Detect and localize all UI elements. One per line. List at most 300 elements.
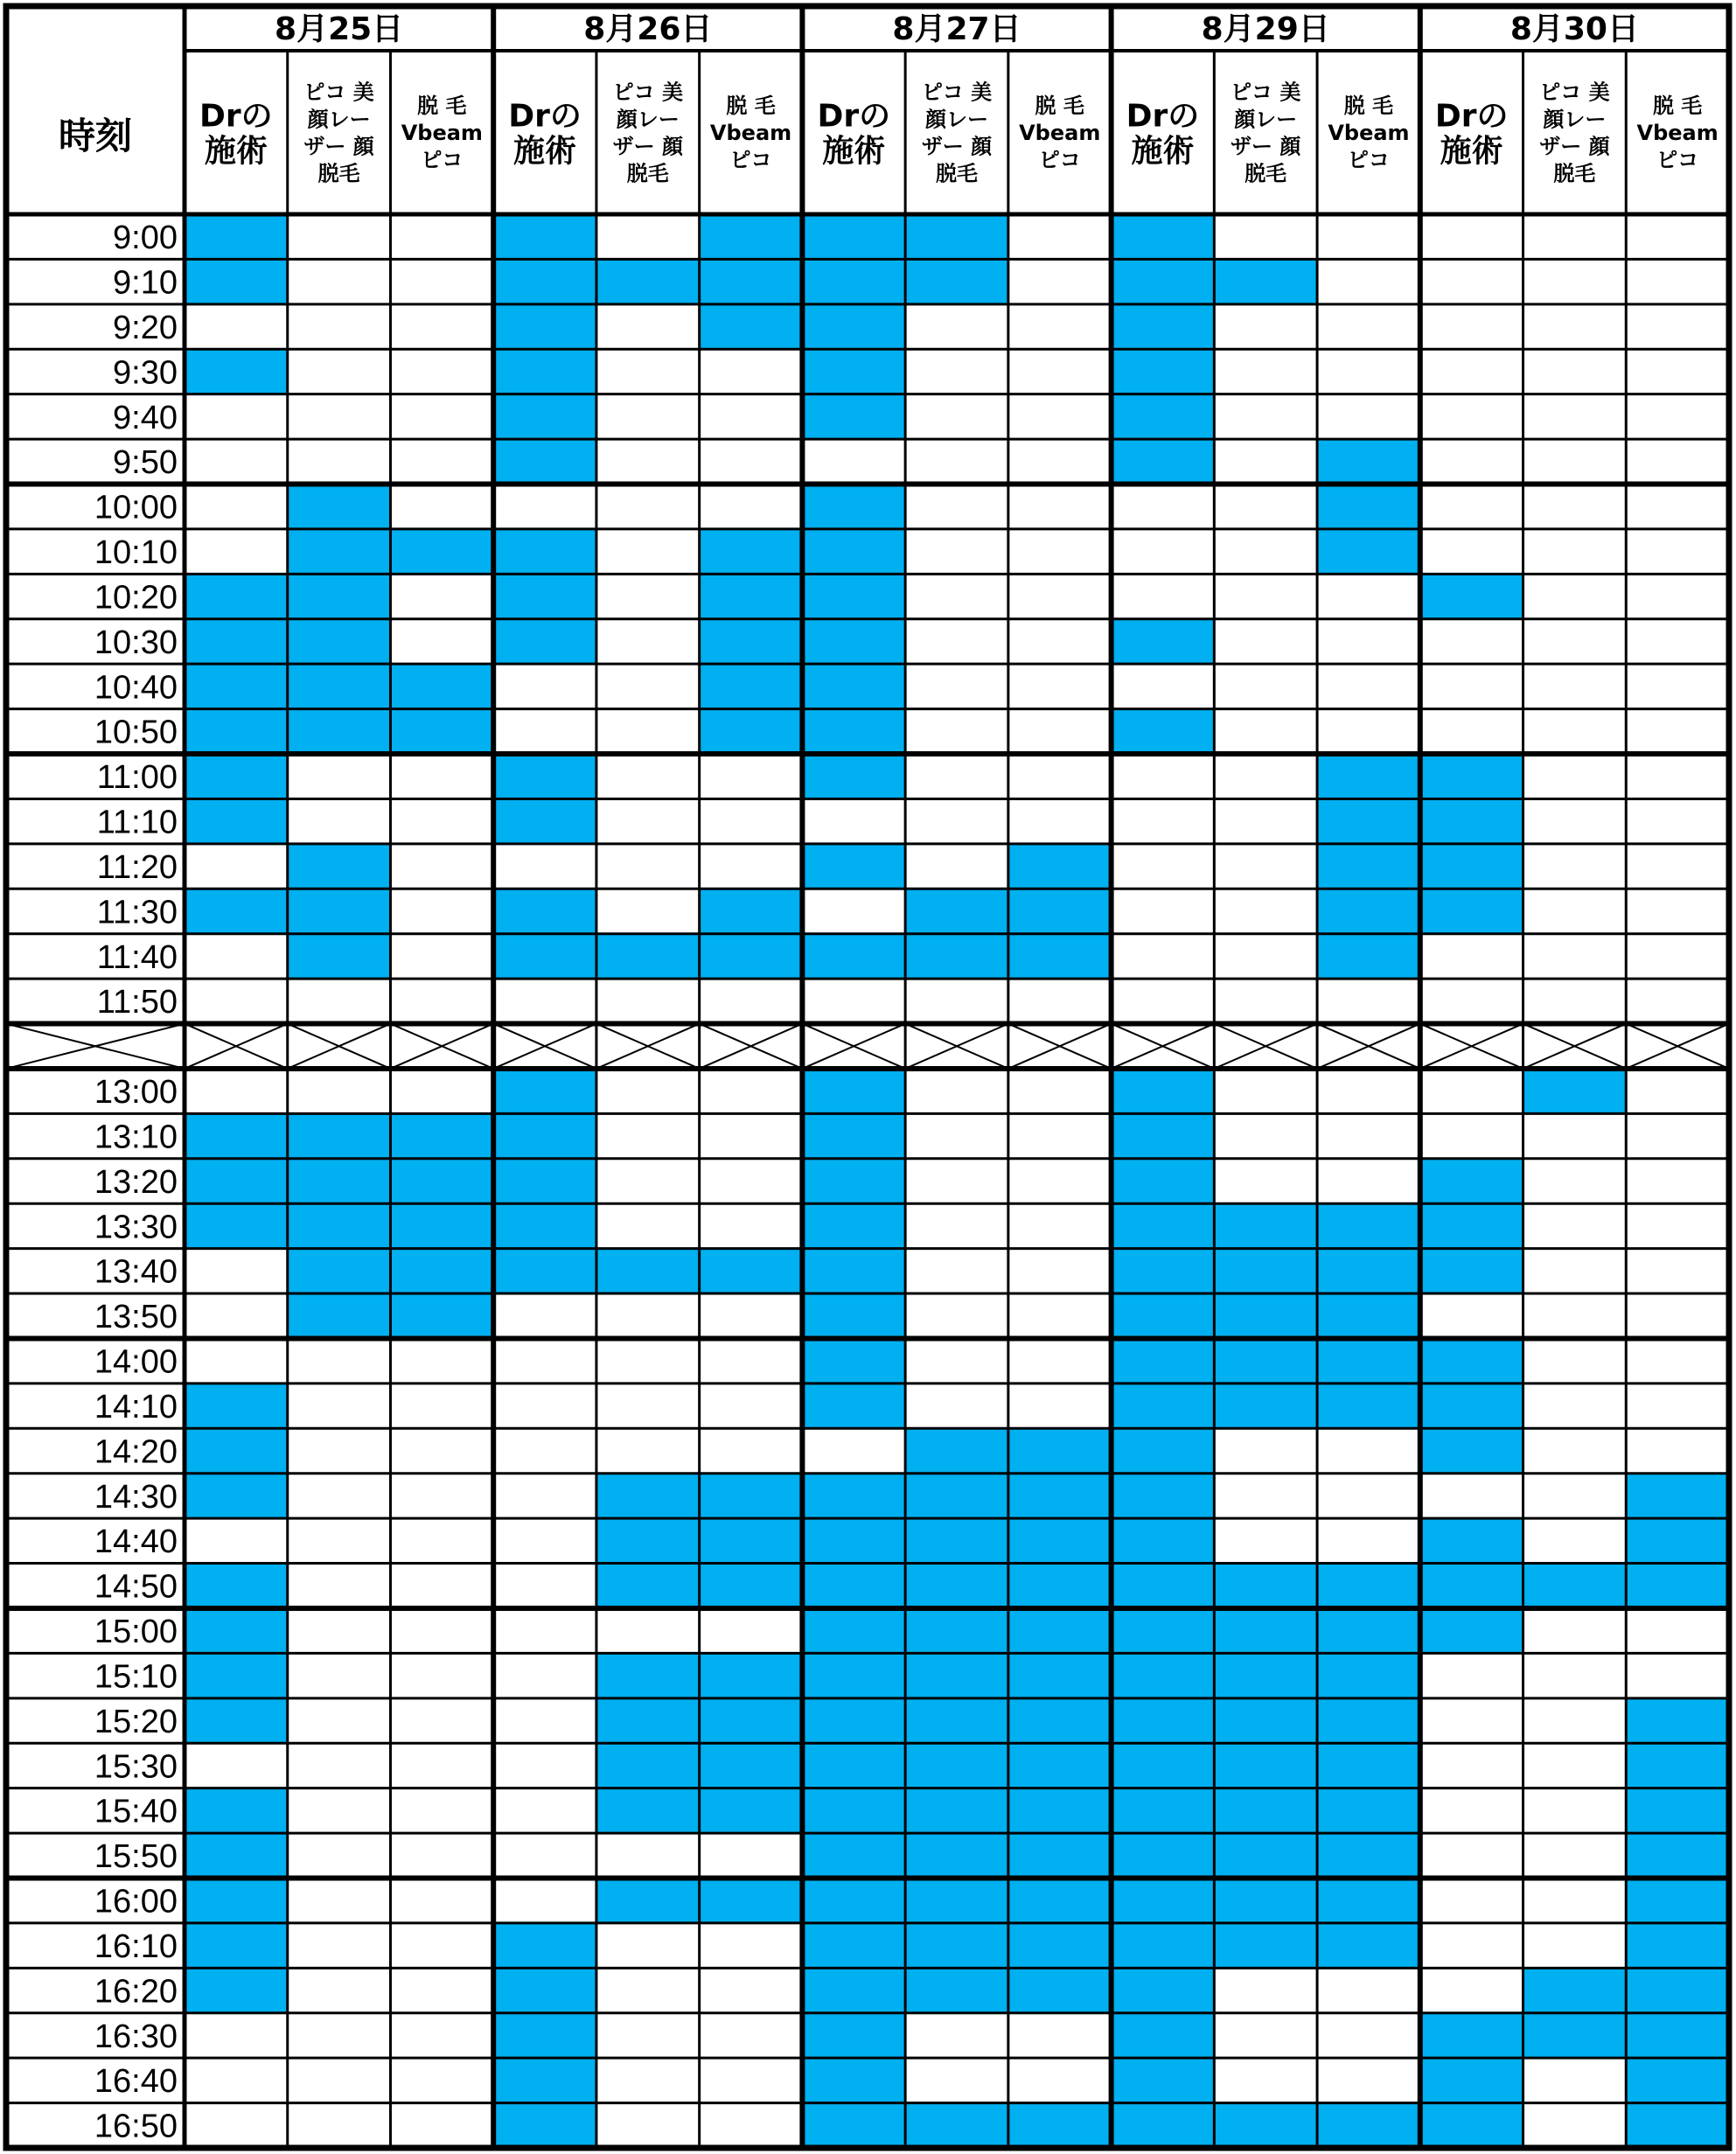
slot-open[interactable] [288, 1833, 391, 1878]
slot-booked[interactable] [1317, 1384, 1420, 1428]
slot-open[interactable] [1523, 934, 1627, 979]
slot-open[interactable] [288, 1428, 391, 1473]
slot-booked[interactable] [1112, 1878, 1215, 1922]
slot-open[interactable] [1214, 304, 1317, 349]
slot-booked[interactable] [1214, 1923, 1317, 1968]
slot-open[interactable] [802, 889, 905, 933]
slot-booked[interactable] [390, 529, 493, 574]
slot-booked[interactable] [493, 349, 596, 394]
slot-booked[interactable] [390, 1159, 493, 1203]
slot-booked[interactable] [185, 1698, 288, 1743]
slot-open[interactable] [1523, 1608, 1627, 1653]
slot-open[interactable] [1420, 664, 1523, 708]
slot-open[interactable] [1317, 574, 1420, 618]
slot-open[interactable] [596, 754, 700, 798]
slot-open[interactable] [185, 1743, 288, 1788]
slot-open[interactable] [1626, 1384, 1729, 1428]
slot-open[interactable] [390, 1698, 493, 1743]
slot-open[interactable] [493, 1293, 596, 1338]
slot-open[interactable] [700, 979, 803, 1023]
slot-booked[interactable] [802, 2103, 905, 2148]
slot-open[interactable] [1214, 214, 1317, 259]
slot-booked[interactable] [288, 709, 391, 754]
slot-booked[interactable] [1008, 2103, 1112, 2148]
slot-open[interactable] [390, 2013, 493, 2058]
slot-booked[interactable] [1112, 1833, 1215, 1878]
slot-booked[interactable] [185, 1968, 288, 2012]
slot-booked[interactable] [1112, 1384, 1215, 1428]
slot-open[interactable] [596, 529, 700, 574]
slot-open[interactable] [1523, 1474, 1627, 1518]
slot-open[interactable] [1214, 754, 1317, 798]
slot-open[interactable] [1112, 484, 1215, 529]
slot-booked[interactable] [493, 529, 596, 574]
slot-booked[interactable] [1626, 1968, 1729, 2012]
slot-open[interactable] [390, 619, 493, 664]
slot-booked[interactable] [493, 2013, 596, 2058]
slot-open[interactable] [905, 1249, 1008, 1293]
slot-open[interactable] [596, 1384, 700, 1428]
slot-open[interactable] [700, 1113, 803, 1158]
slot-booked[interactable] [596, 1249, 700, 1293]
slot-open[interactable] [1420, 979, 1523, 1023]
slot-booked[interactable] [1112, 1428, 1215, 1473]
slot-booked[interactable] [1112, 1069, 1215, 1113]
slot-open[interactable] [596, 214, 700, 259]
slot-booked[interactable] [185, 1788, 288, 1833]
slot-booked[interactable] [1317, 1698, 1420, 1743]
slot-open[interactable] [1008, 1159, 1112, 1203]
slot-open[interactable] [1626, 798, 1729, 843]
slot-open[interactable] [596, 2013, 700, 2058]
slot-open[interactable] [288, 1788, 391, 1833]
slot-open[interactable] [390, 889, 493, 933]
slot-booked[interactable] [185, 574, 288, 618]
slot-booked[interactable] [185, 619, 288, 664]
slot-open[interactable] [1420, 394, 1523, 439]
slot-booked[interactable] [1420, 1518, 1523, 1563]
slot-open[interactable] [1626, 1608, 1729, 1653]
slot-open[interactable] [1626, 259, 1729, 303]
slot-booked[interactable] [1214, 1608, 1317, 1653]
slot-booked[interactable] [1008, 1518, 1112, 1563]
slot-booked[interactable] [1214, 1203, 1317, 1248]
slot-open[interactable] [1626, 979, 1729, 1023]
slot-booked[interactable] [1317, 844, 1420, 889]
slot-booked[interactable] [288, 1249, 391, 1293]
slot-booked[interactable] [1214, 1788, 1317, 1833]
slot-open[interactable] [1214, 2058, 1317, 2102]
slot-booked[interactable] [700, 259, 803, 303]
slot-booked[interactable] [185, 1113, 288, 1158]
slot-booked[interactable] [1420, 2013, 1523, 2058]
slot-booked[interactable] [1112, 619, 1215, 664]
slot-open[interactable] [493, 844, 596, 889]
slot-booked[interactable] [700, 1698, 803, 1743]
slot-open[interactable] [185, 2058, 288, 2102]
slot-open[interactable] [185, 979, 288, 1023]
slot-booked[interactable] [1420, 1338, 1523, 1383]
slot-open[interactable] [1523, 1698, 1627, 1743]
slot-booked[interactable] [905, 1878, 1008, 1922]
slot-open[interactable] [1008, 529, 1112, 574]
slot-booked[interactable] [1112, 1203, 1215, 1248]
slot-open[interactable] [1008, 2013, 1112, 2058]
slot-booked[interactable] [905, 2103, 1008, 2148]
slot-booked[interactable] [802, 754, 905, 798]
slot-open[interactable] [390, 1069, 493, 1113]
slot-open[interactable] [905, 304, 1008, 349]
slot-open[interactable] [390, 1878, 493, 1922]
slot-booked[interactable] [1523, 1968, 1627, 2012]
slot-booked[interactable] [700, 709, 803, 754]
slot-open[interactable] [493, 979, 596, 1023]
slot-open[interactable] [1523, 1159, 1627, 1203]
slot-open[interactable] [700, 484, 803, 529]
slot-open[interactable] [288, 754, 391, 798]
slot-open[interactable] [1626, 484, 1729, 529]
slot-open[interactable] [185, 1338, 288, 1383]
slot-booked[interactable] [596, 1474, 700, 1518]
slot-open[interactable] [493, 1338, 596, 1383]
slot-booked[interactable] [700, 934, 803, 979]
slot-booked[interactable] [802, 664, 905, 708]
slot-booked[interactable] [1317, 934, 1420, 979]
slot-booked[interactable] [802, 1293, 905, 1338]
slot-open[interactable] [1523, 1653, 1627, 1697]
slot-booked[interactable] [1008, 1968, 1112, 2012]
slot-booked[interactable] [288, 529, 391, 574]
slot-open[interactable] [700, 1384, 803, 1428]
slot-booked[interactable] [1420, 1608, 1523, 1653]
slot-booked[interactable] [1317, 1878, 1420, 1922]
slot-booked[interactable] [288, 844, 391, 889]
slot-open[interactable] [390, 1564, 493, 1608]
slot-booked[interactable] [1112, 1653, 1215, 1697]
slot-open[interactable] [288, 1608, 391, 1653]
slot-open[interactable] [390, 484, 493, 529]
slot-open[interactable] [390, 1923, 493, 1968]
slot-booked[interactable] [802, 1743, 905, 1788]
slot-booked[interactable] [802, 574, 905, 618]
slot-booked[interactable] [493, 304, 596, 349]
slot-open[interactable] [596, 574, 700, 618]
slot-booked[interactable] [1214, 1384, 1317, 1428]
slot-open[interactable] [1420, 1698, 1523, 1743]
slot-booked[interactable] [1112, 2058, 1215, 2102]
slot-booked[interactable] [1008, 934, 1112, 979]
slot-open[interactable] [1626, 664, 1729, 708]
slot-open[interactable] [1112, 529, 1215, 574]
slot-open[interactable] [1008, 979, 1112, 1023]
slot-booked[interactable] [1008, 1878, 1112, 1922]
slot-open[interactable] [1420, 214, 1523, 259]
slot-open[interactable] [288, 2058, 391, 2102]
slot-open[interactable] [1523, 1428, 1627, 1473]
slot-booked[interactable] [185, 1833, 288, 1878]
slot-open[interactable] [1626, 889, 1729, 933]
slot-booked[interactable] [1420, 754, 1523, 798]
slot-booked[interactable] [1626, 1474, 1729, 1518]
slot-booked[interactable] [288, 1203, 391, 1248]
slot-open[interactable] [1420, 1113, 1523, 1158]
slot-booked[interactable] [1008, 889, 1112, 933]
slot-open[interactable] [390, 1338, 493, 1383]
slot-open[interactable] [185, 844, 288, 889]
slot-open[interactable] [1626, 619, 1729, 664]
slot-open[interactable] [1626, 844, 1729, 889]
slot-open[interactable] [1420, 1788, 1523, 1833]
slot-booked[interactable] [802, 259, 905, 303]
slot-open[interactable] [1523, 889, 1627, 933]
slot-booked[interactable] [1523, 1069, 1627, 1113]
slot-open[interactable] [596, 1428, 700, 1473]
slot-open[interactable] [1008, 798, 1112, 843]
slot-open[interactable] [1420, 529, 1523, 574]
slot-open[interactable] [390, 574, 493, 618]
slot-open[interactable] [700, 1968, 803, 2012]
slot-booked[interactable] [802, 214, 905, 259]
slot-open[interactable] [1626, 1249, 1729, 1293]
slot-booked[interactable] [700, 1564, 803, 1608]
slot-booked[interactable] [1420, 2103, 1523, 2148]
slot-open[interactable] [596, 1069, 700, 1113]
slot-booked[interactable] [1317, 439, 1420, 484]
slot-open[interactable] [493, 1878, 596, 1922]
slot-open[interactable] [185, 1249, 288, 1293]
slot-open[interactable] [1626, 1069, 1729, 1113]
slot-open[interactable] [390, 1833, 493, 1878]
slot-open[interactable] [1317, 619, 1420, 664]
slot-booked[interactable] [1626, 1833, 1729, 1878]
slot-booked[interactable] [185, 1923, 288, 1968]
slot-open[interactable] [1112, 844, 1215, 889]
slot-open[interactable] [288, 304, 391, 349]
slot-booked[interactable] [185, 214, 288, 259]
slot-booked[interactable] [1420, 1384, 1523, 1428]
slot-booked[interactable] [802, 1564, 905, 1608]
slot-open[interactable] [288, 1518, 391, 1563]
slot-booked[interactable] [1112, 304, 1215, 349]
slot-booked[interactable] [700, 1788, 803, 1833]
slot-booked[interactable] [493, 1923, 596, 1968]
slot-open[interactable] [288, 394, 391, 439]
slot-open[interactable] [1214, 1428, 1317, 1473]
slot-open[interactable] [1523, 214, 1627, 259]
slot-open[interactable] [700, 1608, 803, 1653]
slot-booked[interactable] [1112, 1968, 1215, 2012]
slot-booked[interactable] [905, 1564, 1008, 1608]
slot-open[interactable] [1008, 754, 1112, 798]
slot-booked[interactable] [1214, 1293, 1317, 1338]
slot-booked[interactable] [1214, 1878, 1317, 1922]
slot-booked[interactable] [185, 709, 288, 754]
slot-open[interactable] [390, 2103, 493, 2148]
slot-open[interactable] [802, 979, 905, 1023]
slot-open[interactable] [1214, 1474, 1317, 1518]
slot-open[interactable] [1008, 259, 1112, 303]
slot-open[interactable] [1626, 754, 1729, 798]
slot-booked[interactable] [905, 1743, 1008, 1788]
slot-open[interactable] [1420, 1923, 1523, 1968]
slot-open[interactable] [905, 529, 1008, 574]
slot-open[interactable] [905, 1384, 1008, 1428]
slot-open[interactable] [1420, 304, 1523, 349]
slot-open[interactable] [288, 1338, 391, 1383]
slot-booked[interactable] [1112, 349, 1215, 394]
slot-open[interactable] [1523, 349, 1627, 394]
slot-booked[interactable] [1626, 1518, 1729, 1563]
slot-open[interactable] [1420, 1293, 1523, 1338]
slot-open[interactable] [1008, 439, 1112, 484]
slot-booked[interactable] [1008, 844, 1112, 889]
slot-open[interactable] [185, 1293, 288, 1338]
slot-booked[interactable] [1317, 1743, 1420, 1788]
slot-open[interactable] [1008, 349, 1112, 394]
slot-booked[interactable] [1112, 1608, 1215, 1653]
slot-open[interactable] [1214, 979, 1317, 1023]
slot-booked[interactable] [185, 1159, 288, 1203]
slot-open[interactable] [1214, 1069, 1317, 1113]
slot-open[interactable] [493, 1384, 596, 1428]
slot-booked[interactable] [1112, 1923, 1215, 1968]
slot-open[interactable] [596, 664, 700, 708]
slot-open[interactable] [390, 214, 493, 259]
slot-booked[interactable] [1626, 1878, 1729, 1922]
slot-open[interactable] [1214, 439, 1317, 484]
slot-open[interactable] [1420, 1474, 1523, 1518]
slot-open[interactable] [596, 439, 700, 484]
slot-booked[interactable] [1317, 1564, 1420, 1608]
slot-open[interactable] [1317, 709, 1420, 754]
slot-booked[interactable] [185, 349, 288, 394]
slot-booked[interactable] [802, 2058, 905, 2102]
slot-booked[interactable] [802, 394, 905, 439]
slot-open[interactable] [596, 1113, 700, 1158]
slot-open[interactable] [288, 1069, 391, 1113]
slot-open[interactable] [390, 798, 493, 843]
slot-open[interactable] [1214, 349, 1317, 394]
slot-open[interactable] [1008, 484, 1112, 529]
slot-booked[interactable] [905, 1968, 1008, 2012]
slot-open[interactable] [390, 439, 493, 484]
slot-booked[interactable] [1112, 1743, 1215, 1788]
slot-open[interactable] [1214, 1159, 1317, 1203]
slot-booked[interactable] [493, 1159, 596, 1203]
slot-booked[interactable] [905, 1428, 1008, 1473]
slot-open[interactable] [596, 889, 700, 933]
slot-open[interactable] [596, 1923, 700, 1968]
slot-booked[interactable] [493, 798, 596, 843]
slot-booked[interactable] [493, 439, 596, 484]
slot-booked[interactable] [1214, 259, 1317, 303]
slot-booked[interactable] [1112, 1698, 1215, 1743]
slot-open[interactable] [185, 934, 288, 979]
slot-open[interactable] [1317, 214, 1420, 259]
slot-open[interactable] [905, 574, 1008, 618]
slot-open[interactable] [1317, 1968, 1420, 2012]
slot-booked[interactable] [905, 1833, 1008, 1878]
slot-booked[interactable] [185, 889, 288, 933]
slot-open[interactable] [288, 1384, 391, 1428]
slot-booked[interactable] [1112, 394, 1215, 439]
slot-open[interactable] [1523, 798, 1627, 843]
slot-open[interactable] [905, 394, 1008, 439]
slot-booked[interactable] [1317, 754, 1420, 798]
slot-booked[interactable] [1008, 1923, 1112, 1968]
slot-open[interactable] [596, 484, 700, 529]
slot-booked[interactable] [1523, 1564, 1627, 1608]
slot-booked[interactable] [596, 259, 700, 303]
slot-open[interactable] [1420, 439, 1523, 484]
slot-booked[interactable] [493, 1069, 596, 1113]
slot-open[interactable] [700, 1338, 803, 1383]
slot-booked[interactable] [802, 1923, 905, 1968]
slot-open[interactable] [390, 979, 493, 1023]
slot-open[interactable] [596, 349, 700, 394]
slot-booked[interactable] [390, 1203, 493, 1248]
slot-open[interactable] [802, 798, 905, 843]
slot-booked[interactable] [596, 934, 700, 979]
slot-booked[interactable] [1317, 798, 1420, 843]
slot-open[interactable] [1626, 1338, 1729, 1383]
slot-open[interactable] [1626, 1113, 1729, 1158]
slot-booked[interactable] [596, 1564, 700, 1608]
slot-open[interactable] [288, 259, 391, 303]
slot-open[interactable] [905, 979, 1008, 1023]
slot-open[interactable] [1523, 1743, 1627, 1788]
slot-open[interactable] [493, 1474, 596, 1518]
slot-open[interactable] [905, 798, 1008, 843]
slot-open[interactable] [1626, 1203, 1729, 1248]
slot-booked[interactable] [1214, 1564, 1317, 1608]
slot-open[interactable] [390, 1428, 493, 1473]
slot-booked[interactable] [802, 1338, 905, 1383]
slot-booked[interactable] [1420, 1159, 1523, 1203]
slot-booked[interactable] [1317, 1653, 1420, 1697]
slot-open[interactable] [596, 844, 700, 889]
slot-booked[interactable] [1008, 1698, 1112, 1743]
slot-booked[interactable] [1626, 2058, 1729, 2102]
slot-booked[interactable] [700, 304, 803, 349]
slot-open[interactable] [700, 844, 803, 889]
slot-open[interactable] [185, 1518, 288, 1563]
slot-open[interactable] [1523, 709, 1627, 754]
slot-open[interactable] [1112, 934, 1215, 979]
slot-booked[interactable] [1008, 1428, 1112, 1473]
slot-booked[interactable] [700, 1518, 803, 1563]
slot-open[interactable] [1214, 1518, 1317, 1563]
slot-booked[interactable] [802, 1833, 905, 1878]
slot-open[interactable] [390, 754, 493, 798]
slot-open[interactable] [1317, 1474, 1420, 1518]
slot-open[interactable] [1626, 529, 1729, 574]
slot-open[interactable] [1317, 1518, 1420, 1563]
slot-open[interactable] [390, 394, 493, 439]
slot-booked[interactable] [185, 1203, 288, 1248]
slot-booked[interactable] [905, 1474, 1008, 1518]
slot-open[interactable] [1214, 664, 1317, 708]
slot-booked[interactable] [700, 1474, 803, 1518]
slot-booked[interactable] [802, 1113, 905, 1158]
slot-open[interactable] [288, 1698, 391, 1743]
slot-booked[interactable] [185, 1428, 288, 1473]
slot-open[interactable] [1626, 574, 1729, 618]
slot-booked[interactable] [1112, 1113, 1215, 1158]
slot-open[interactable] [288, 979, 391, 1023]
slot-open[interactable] [288, 1653, 391, 1697]
slot-booked[interactable] [1420, 574, 1523, 618]
